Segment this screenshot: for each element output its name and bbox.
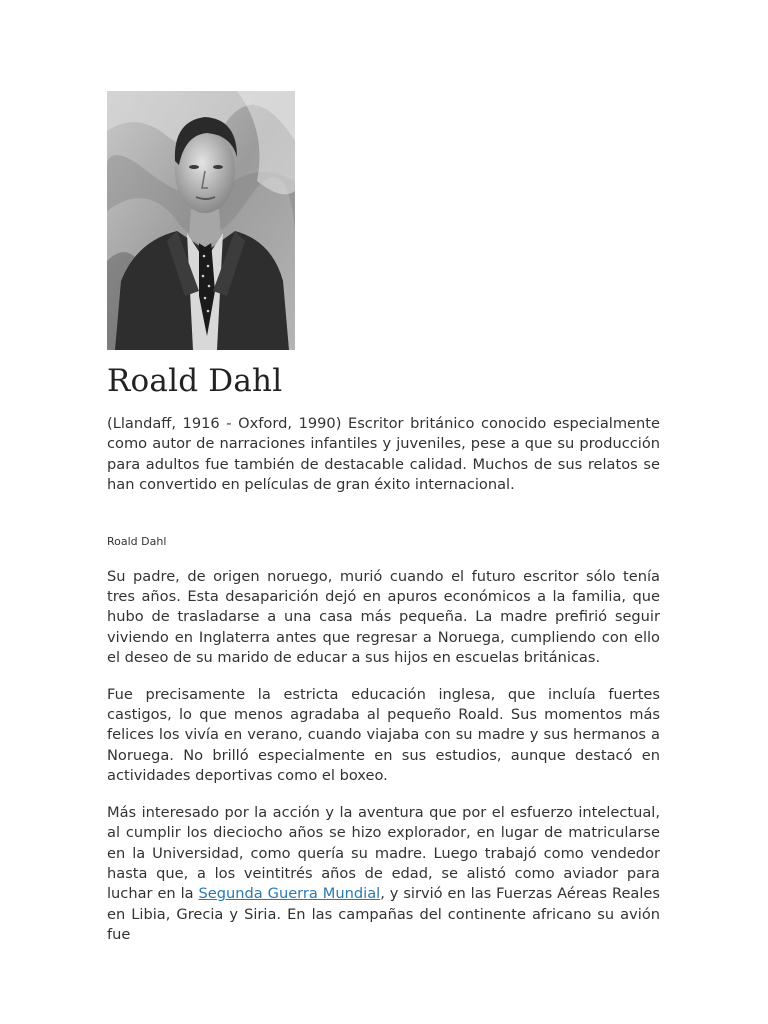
intro-paragraph: (Llandaff, 1916 - Oxford, 1990) Escritor británico conocido especialmente como autor de narraciones infantiles y juveniles, pese a que su producción para adultos fue también de destacable calidad. Muchos de sus relatos se han convertido en películas de gran éxito internacional.: [107, 415, 660, 494]
link-segunda-guerra-mundial[interactable]: Segunda Guerra Mundial: [198, 885, 381, 903]
article: [107, 91, 660, 962]
paragraph-3-text-before: Más interesado por la acción y la aventura que por el esfuerzo intelectual, al cumplir los dieciocho años se hizo explorador, en lugar de matricularse en la Universidad, como quería su madre. Luego trabajó como vendedor hasta que, a los veintitrés años de edad, se alistó como aviador para luchar en la: [107, 803, 660, 903]
paragraph-3: [107, 803, 660, 946]
image-caption: Roald Dahl: [107, 534, 167, 548]
paragraph-2: Fue precisamente la estricta educación inglesa, que incluía fuertes castigos, lo que menos agradaba al pequeño Roald. Sus momentos más felices los vivía en verano, cuando viajaba con su madre y sus hermanos a Noruega. No brilló especialmente en sus estudios, aunque destacó en actividades deportivas como el boxeo.: [107, 685, 660, 785]
page-title: Roald Dahl: [107, 363, 283, 399]
paragraph-3-text-after: , y sirvió en las Fuerzas Aéreas Reales en Libia, Grecia y Siria. En las campañas del continente africano su avión fue: [107, 885, 660, 944]
portrait-image: [107, 91, 295, 350]
paragraph-1: Su padre, de origen noruego, murió cuando el futuro escritor sólo tenía tres años. Esta desaparición dejó en apuros económicos a la familia, que hubo de trasladarse a una casa más pequeña. La madre prefirió seguir viviendo en Inglaterra antes que regresar a Noruega, cumpliendo con ello el deseo de su marido de educar a sus hijos en escuelas británicas.: [107, 567, 660, 667]
